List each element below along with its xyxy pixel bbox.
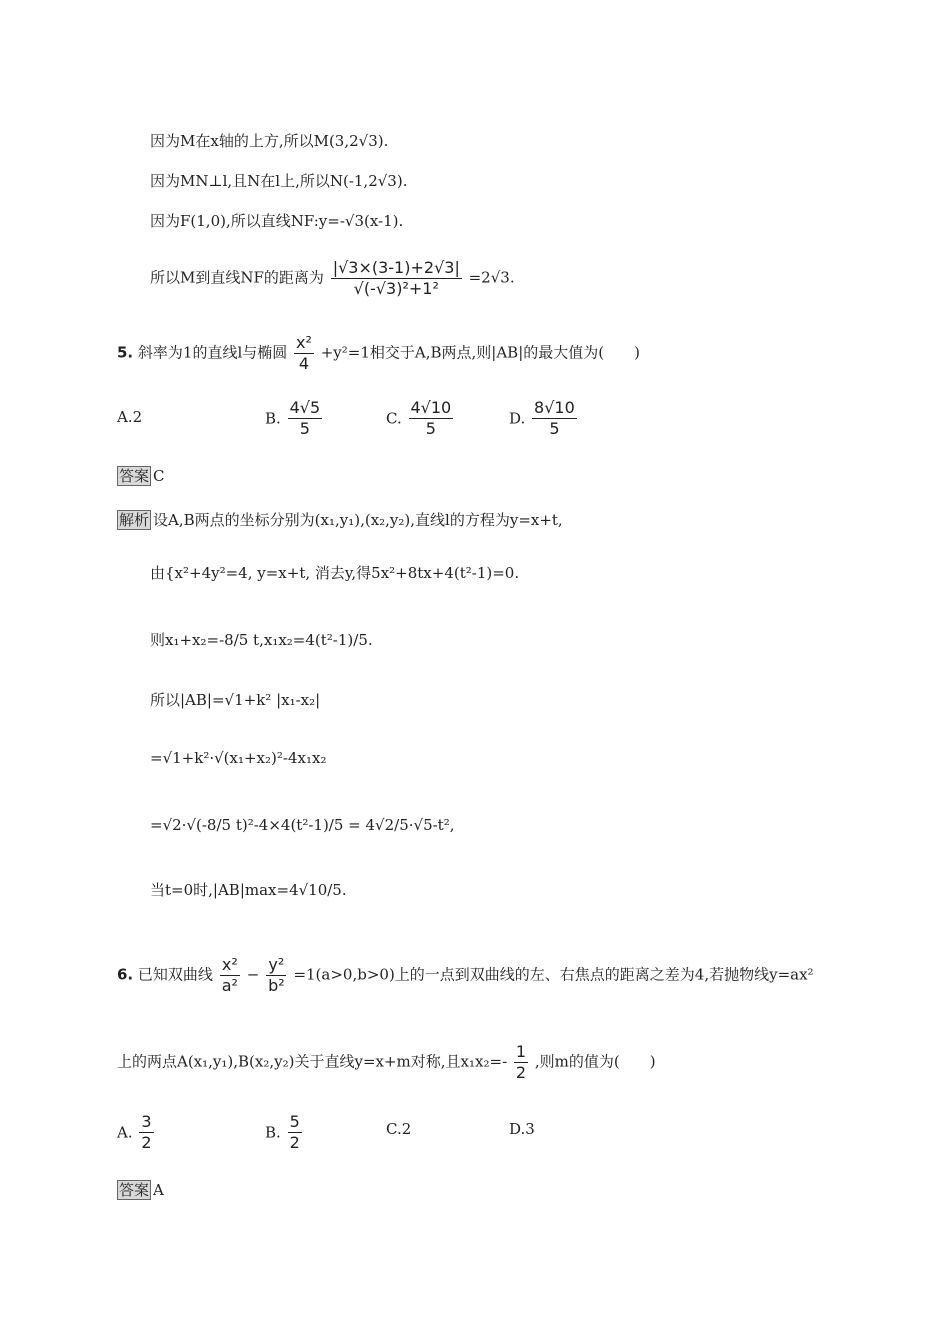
option-numerator: 3 [141,1112,152,1131]
option-fraction [139,1112,153,1153]
q6-stem-line-1 [117,955,814,996]
q5-analysis-line-5: =√1+k²·√(x₁+x₂)²-4x₁x₂ [150,749,327,767]
answer-value: A [153,1181,164,1199]
q6-option-b[interactable] [265,1112,304,1153]
q5-analysis-line-7: 当t=0时,|AB|max=4√10/5. [150,881,347,899]
answer-tag: 答案 [119,467,150,485]
option-denominator: 5 [425,419,436,438]
q5-analysis-line-3: 则x₁+x₂=-8/5 t,x₁x₂=4(t²-1)/5. [150,631,373,649]
q6-text-d: ,则m的值为( ) [534,1052,656,1071]
answer-value: C [153,467,165,485]
ellipse-numerator: x² [296,333,312,352]
q5-option-a[interactable] [117,406,142,427]
solution-line-2: 因为MN⊥l,且N在l上,所以N(-1,2√3). [150,172,408,190]
hyperbola-numerator-y: y² [268,955,285,974]
distance-numerator: |√3×(3-1)+2√3| [332,258,460,277]
option-fraction [288,398,323,439]
q5-option-c[interactable] [386,398,455,439]
option-label: A. [117,408,133,426]
option-label: C. [386,409,402,428]
half-fraction [514,1042,528,1083]
half-denominator: 2 [515,1063,527,1082]
solution-line-3: 因为F(1,0),所以直线NF:y=-√3(x-1). [150,212,404,230]
hyperbola-denominator-b: b² [268,976,285,995]
option-numerator: 4√5 [289,398,321,417]
option-denominator: 2 [289,1133,300,1152]
q5-analysis-line-6: =√2·√(-8/5 t)²-4×4(t²-1)/5 = 4√2/5·√5-t², [150,816,455,834]
q6-option-a[interactable] [117,1112,156,1153]
half-numerator: 1 [515,1042,527,1061]
option-denominator: 5 [549,419,560,438]
hyperbola-fraction-x [220,955,240,996]
option-denominator: 2 [141,1133,152,1152]
option-label: A. [117,1123,133,1142]
distance-denominator: √(-√3)²+1² [353,279,439,298]
hyperbola-numerator-x: x² [221,955,238,974]
option-numerator: 5 [289,1112,300,1131]
hyperbola-denominator-a: a² [221,976,238,995]
ellipse-denominator: 4 [298,354,310,373]
q5-answer [117,466,165,486]
option-label: D. [509,1120,526,1138]
option-fraction [288,1112,302,1153]
q6-number: 6. [117,965,134,984]
option-fraction [409,398,454,439]
q5-text-a: 斜率为1的直线l与椭圆 [137,343,288,362]
q5-text-b: +y²=1相交于A,B两点,则|AB|的最大值为( ) [320,343,640,362]
option-numerator: 8√10 [534,398,575,417]
option-fraction [532,398,577,439]
option-label: C. [386,1120,402,1138]
q6-text-a: 已知双曲线 [137,965,213,984]
solution-line-1: 因为M在x轴的上方,所以M(3,2√3). [150,132,389,150]
option-label: B. [265,409,281,428]
hyperbola-fraction-y [266,955,287,996]
q6-answer [117,1180,164,1200]
q5-analysis-line-4: 所以|AB|=√1+k² |x₁-x₂| [150,691,321,709]
q5-option-b[interactable] [265,398,324,439]
option-label: B. [265,1123,281,1142]
q5-analysis-line-1 [117,510,563,530]
analysis-text: 设A,B两点的坐标分别为(x₁,y₁),(x₂,y₂),直线l的方程为y=x+t, [153,511,563,529]
minus-sign: − [246,965,260,984]
q6-text-c: 上的两点A(x₁,y₁),B(x₂,y₂)关于直线y=x+m对称,且x₁x₂=- [117,1052,508,1071]
q6-text-b: =1(a>0,b>0)上的一点到双曲线的左、右焦点的距离之差为4,若抛物线y=ax² [293,965,814,984]
option-value: 2 [401,1120,412,1138]
solution-line-4-prefix: 所以M到直线NF的距离为 [150,268,324,287]
option-value: 2 [132,408,143,426]
option-label: D. [509,409,526,428]
q5-analysis-line-2: 由{x²+4y²=4, y=x+t, 消去y,得5x²+8tx+4(t²-1)=0. [150,564,520,582]
q6-option-d[interactable] [509,1118,535,1139]
option-value: 3 [525,1120,535,1138]
distance-fraction [331,258,462,299]
ellipse-fraction [294,333,314,374]
option-numerator: 4√10 [410,398,452,417]
q6-stem-line-2 [117,1042,656,1083]
analysis-tag: 解析 [119,511,150,529]
solution-line-4-suffix: =2√3. [468,268,515,287]
q5-option-d[interactable] [509,398,579,439]
option-denominator: 5 [299,419,310,438]
q5-stem [117,333,640,374]
q5-number: 5. [117,343,134,362]
q6-option-c[interactable] [386,1118,411,1139]
solution-line-4 [150,258,515,299]
answer-tag: 答案 [119,1181,150,1199]
